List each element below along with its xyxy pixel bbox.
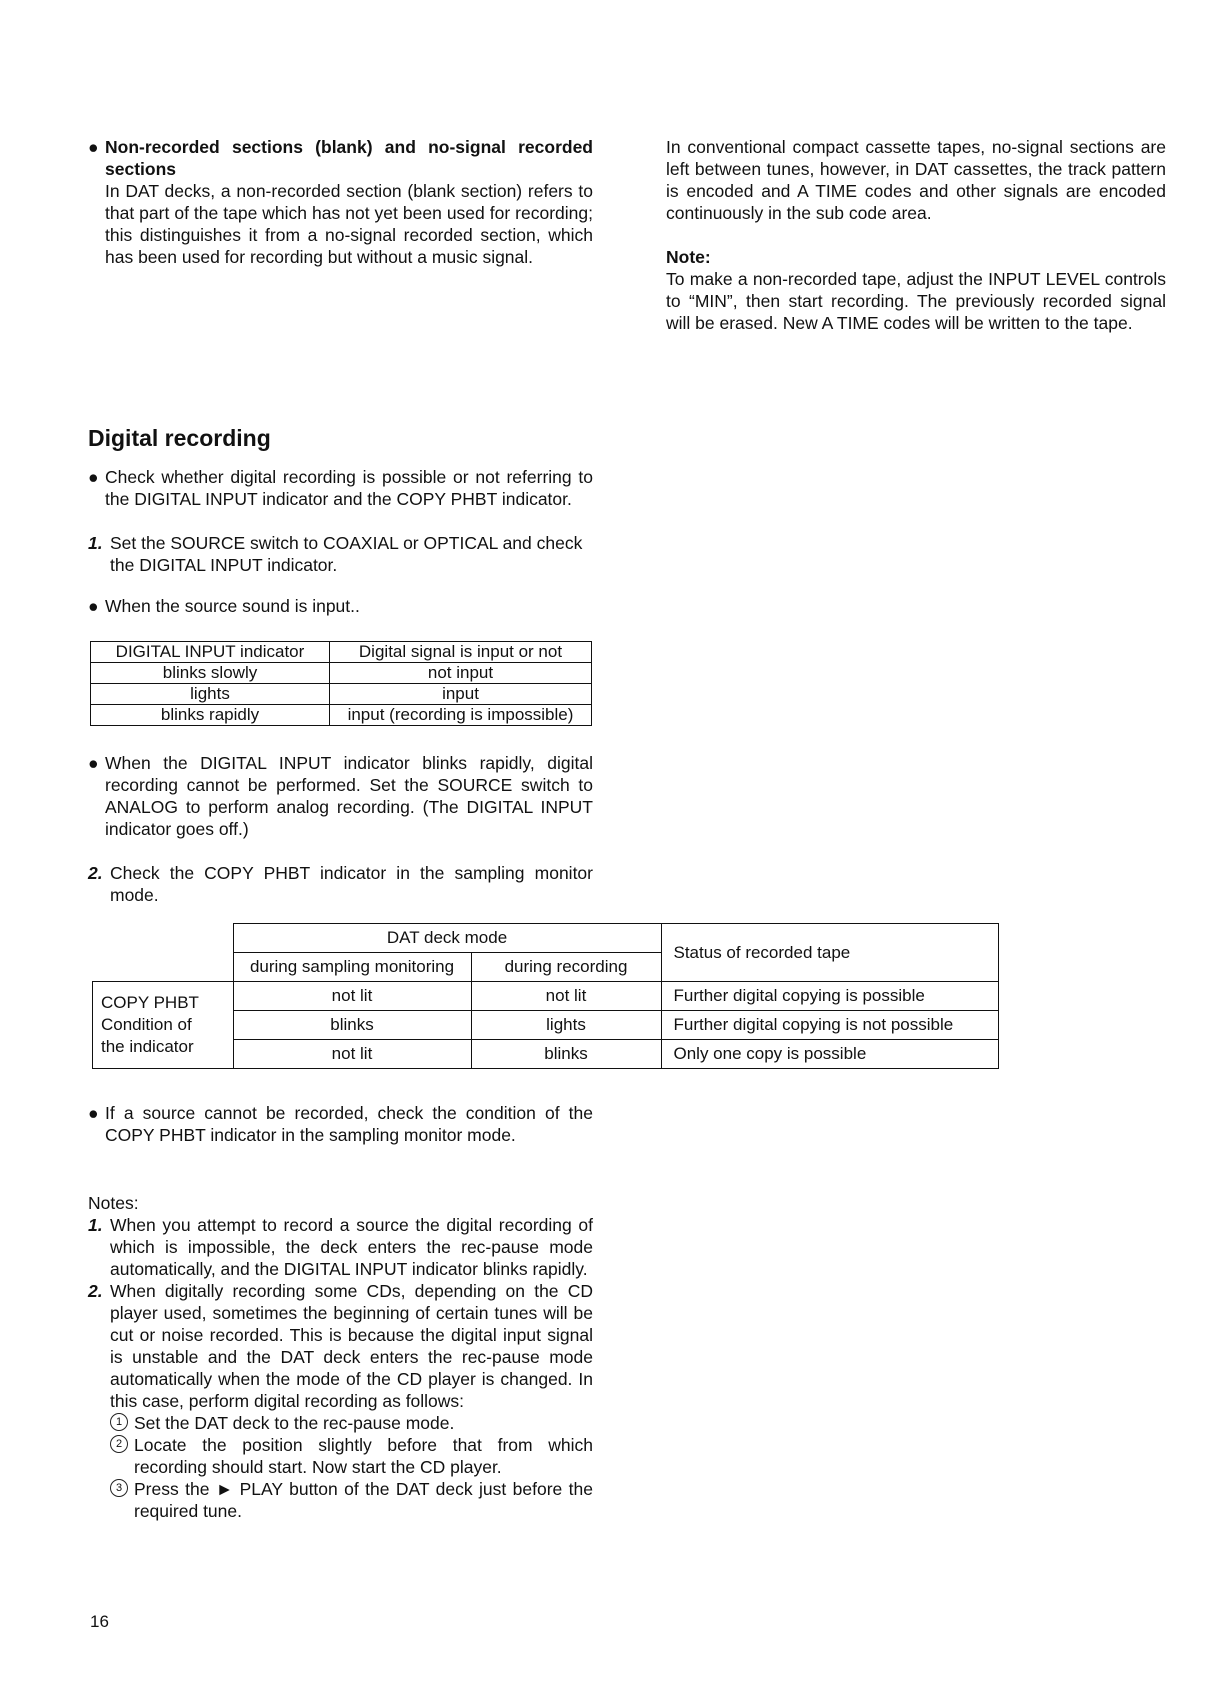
table-row — [91, 663, 592, 684]
table-row — [93, 982, 999, 1011]
row-label-line: the indicator — [101, 1037, 194, 1056]
note-step-text: Set the DAT deck to the rec-pause mode. — [134, 1413, 455, 1433]
blink-note-text: When the DIGITAL INPUT indicator blinks rapidly, digital recording cannot be performed. Set the SOURCE switch to ANALOG to perform analog recording. (The DIGITAL INPUT indicator goes off.) — [105, 753, 593, 839]
table-cell: not lit — [233, 982, 471, 1011]
table-group-header: DAT deck mode — [233, 924, 661, 953]
intro-text: Check whether digital recording is possible or not referring to the DIGITAL INPUT indicator and the COPY PHBT indicator. — [105, 467, 593, 509]
cassette-paragraph: In conventional compact cassette tapes, no-signal sections are left between tunes, however, in DAT cassettes, the track pattern is encoded and A TIME codes and other signals are encoded continuously in the sub code area. — [666, 137, 1166, 223]
table-row — [91, 684, 592, 705]
table-cell: input (recording is impossible) — [330, 705, 592, 726]
table-cell: Only one copy is possible — [661, 1040, 999, 1069]
right-column — [666, 136, 1166, 334]
circled-number-icon: 3 — [110, 1479, 128, 1497]
section-title: Digital recording — [88, 425, 271, 451]
step-2-text: Check the COPY PHBT indicator in the sampling monitor mode. — [110, 863, 593, 905]
note-heading: Note: — [666, 247, 711, 267]
nonrecorded-heading: Non-recorded sections (blank) and no-signal recorded sections — [105, 137, 593, 179]
row-label-line: COPY PHBT — [101, 993, 199, 1012]
nonrecorded-body: In DAT decks, a non-recorded section (blank section) refers to that part of the tape which has not yet been used for recording; this distinguishes it from a no-signal recorded section, which has been used for recording but without a music signal. — [105, 181, 593, 267]
table-cell: Further digital copying is not possible — [661, 1011, 999, 1040]
note-step — [110, 1478, 593, 1522]
source-input-text: When the source sound is input.. — [105, 596, 360, 616]
source-input-bullet — [88, 595, 593, 617]
table-header-cell: Digital signal is input or not — [330, 642, 592, 663]
cannot-record-section — [88, 1102, 593, 1146]
note-body: To make a non-recorded tape, adjust the INPUT LEVEL controls to “MIN”, then start recording. The previously recorded signal will be erased. New A TIME codes will be written to the tape. — [666, 269, 1166, 333]
step-1-text: Set the SOURCE switch to COAXIAL or OPTICAL and check the DIGITAL INPUT indicator. — [110, 533, 583, 575]
notes-section — [88, 1192, 593, 1522]
note-number: 2. — [88, 1281, 103, 1301]
intro-bullet — [88, 466, 593, 510]
copy-phbt-table-wrap — [92, 923, 999, 1069]
table-header-row — [91, 642, 592, 663]
bullet-icon: ● — [88, 467, 99, 487]
table-cell: not lit — [471, 982, 661, 1011]
digital-recording-continued — [88, 752, 593, 906]
table-cell: not input — [330, 663, 592, 684]
table-cell: input — [330, 684, 592, 705]
table-status-header: Status of recorded tape — [661, 924, 999, 982]
table-cell: lights — [91, 684, 330, 705]
table-cell: not lit — [233, 1040, 471, 1069]
notes-heading: Notes: — [88, 1193, 139, 1213]
table-row — [91, 705, 592, 726]
nonrecorded-bullet — [88, 136, 593, 268]
table-header-cell: DIGITAL INPUT indicator — [91, 642, 330, 663]
note-step — [110, 1412, 593, 1434]
digital-input-table — [90, 641, 592, 726]
step-1 — [88, 532, 593, 576]
table-cell: blinks rapidly — [91, 705, 330, 726]
step-1-number: 1. — [88, 533, 103, 553]
step-2 — [88, 862, 593, 906]
note-step-text: Press the ► PLAY button of the DAT deck just before the required tune. — [134, 1479, 593, 1521]
note-item — [88, 1214, 593, 1280]
cannot-record-bullet — [88, 1102, 593, 1146]
table-header-row — [93, 924, 999, 953]
copy-phbt-table — [92, 923, 999, 1069]
table-subheader-cell: during sampling monitoring — [233, 953, 471, 982]
note-number: 1. — [88, 1215, 103, 1235]
table-cell: blinks slowly — [91, 663, 330, 684]
table-subheader-cell: during recording — [471, 953, 661, 982]
note-step-text: Locate the position slightly before that from which recording should start. Now start the CD player. — [134, 1435, 593, 1477]
table-row-label — [93, 982, 234, 1069]
cannot-record-text: If a source cannot be recorded, check the condition of the COPY PHBT indicator in the sampling monitor mode. — [105, 1103, 593, 1145]
blink-note-bullet — [88, 752, 593, 840]
nonrecorded-section — [88, 136, 593, 268]
page-number: 16 — [90, 1612, 109, 1631]
note-text: When digitally recording some CDs, depending on the CD player used, sometimes the beginning of certain tunes will be cut or noise recorded. This is because the digital input signal is unstable and the DAT deck enters the rec-pause mode automatically when the mode of the CD player is changed. In this case, perform digital recording as follows: — [110, 1281, 593, 1411]
digital-input-table-wrap — [90, 641, 592, 726]
table-cell: blinks — [471, 1040, 661, 1069]
circled-number-icon: 2 — [110, 1435, 128, 1453]
table-blank-cell — [93, 924, 234, 982]
digital-recording-section — [88, 424, 593, 617]
bullet-icon: ● — [88, 753, 99, 773]
note-item — [88, 1280, 593, 1522]
bullet-icon: ● — [88, 596, 99, 616]
table-cell: blinks — [233, 1011, 471, 1040]
note-text: When you attempt to record a source the digital recording of which is impossible, the deck enters the rec-pause mode automatically, and the DIGITAL INPUT indicator blinks rapidly. — [110, 1215, 593, 1279]
bullet-icon: ● — [88, 137, 99, 157]
step-2-number: 2. — [88, 863, 103, 883]
table-cell: Further digital copying is possible — [661, 982, 999, 1011]
circled-number-icon: 1 — [110, 1413, 128, 1431]
table-cell: lights — [471, 1011, 661, 1040]
bullet-icon: ● — [88, 1103, 99, 1123]
row-label-line: Condition of — [101, 1015, 192, 1034]
note-step — [110, 1434, 593, 1478]
